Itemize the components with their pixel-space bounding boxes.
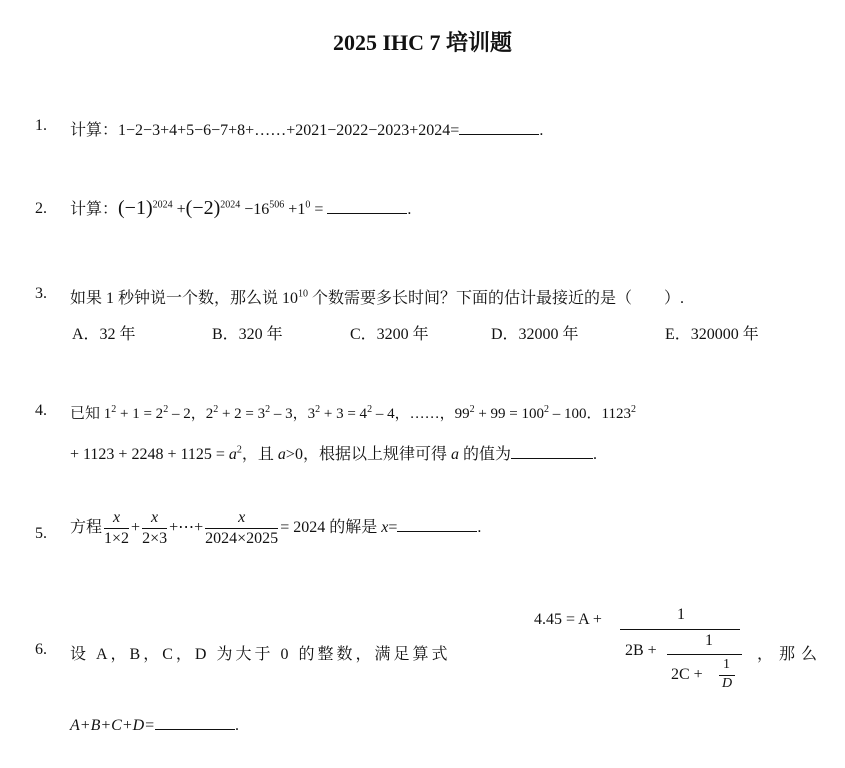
q4-part: – 3，3	[270, 406, 316, 422]
question-6-period: .	[234, 717, 239, 734]
q4-var-a: a	[450, 446, 459, 463]
question-3-number: 3.	[35, 285, 47, 302]
cf-numerator-3: 1	[723, 657, 730, 672]
q4-line2-exp: 2	[236, 444, 242, 456]
question-1-period: .	[539, 122, 544, 139]
question-2-exp-3: 506	[269, 199, 285, 211]
cf-2b: 2B +	[625, 642, 657, 659]
cf-d: D	[722, 676, 733, 691]
fraction-numerator: x	[142, 508, 167, 529]
question-5-var-x: x	[381, 519, 389, 537]
q4-exp: 2	[367, 404, 373, 415]
question-4-line-2	[70, 441, 597, 464]
question-1-number: 1.	[35, 117, 47, 134]
q4-part: 已知 1	[70, 406, 112, 422]
question-6-line-2	[70, 715, 239, 735]
fraction-denominator: 2024×2025	[205, 530, 279, 547]
q4-exp: 2	[213, 404, 219, 415]
question-6-number: 6.	[35, 641, 47, 658]
cf-lhs: 4.45 = A +	[534, 611, 602, 628]
question-5-period: .	[477, 519, 482, 537]
page-title: 2025 IHC 7 培训题	[332, 30, 513, 55]
answer-blank-4[interactable]	[511, 444, 593, 459]
question-2-exp-1: 2024	[152, 199, 173, 211]
question-2-term-3: −16	[244, 201, 270, 218]
question-6-sum-label: A+B+C+D=	[70, 717, 155, 734]
choice-c[interactable]: C．3200 年	[350, 326, 429, 343]
fraction-2	[142, 508, 167, 549]
answer-blank-5[interactable]	[397, 517, 477, 532]
cf-bar-1	[620, 629, 740, 630]
equals-sign: =	[388, 519, 398, 537]
question-4-line-1	[70, 402, 636, 423]
q4-exp: 2	[630, 404, 636, 415]
question-6-text: 设 A，B，C，D 为大于 0 的整数，满足算式	[70, 646, 451, 663]
cf-2c: 2C +	[671, 666, 703, 683]
q4-var-a: a	[277, 446, 286, 463]
cf-numerator-1: 1	[677, 606, 685, 623]
question-2-plus: +	[176, 201, 186, 218]
question-1	[70, 117, 543, 140]
q4-exp: 2	[111, 404, 117, 415]
q4-line2-d: 的值为	[458, 446, 511, 463]
answer-blank-6[interactable]	[155, 715, 235, 730]
question-4-number: 4.	[35, 402, 47, 419]
ellipsis: +⋯+	[169, 519, 204, 537]
cf-bar-2	[667, 654, 742, 655]
question-2-equals: =	[314, 201, 324, 218]
q4-line2-b: ，且	[241, 446, 278, 463]
question-2-period: .	[407, 201, 412, 218]
question-2-term-1: (−1)	[118, 197, 153, 219]
question-2-exp-4: 0	[305, 199, 311, 211]
fraction-denominator: 2×3	[142, 530, 168, 547]
choice-b[interactable]: B．320 年	[212, 326, 283, 343]
question-1-expression: 1−2−3+4+5−6−7+8+……+2021−2022−2023+2024=	[118, 122, 460, 139]
fraction-denominator: 1×2	[104, 530, 130, 547]
continued-fraction	[534, 606, 754, 691]
q4-exp: 2	[469, 404, 475, 415]
question-4-period: .	[592, 446, 597, 463]
q4-exp: 2	[544, 404, 549, 415]
question-5-number: 5.	[35, 525, 47, 542]
q4-part: + 3 = 4	[320, 406, 368, 422]
q4-part: + 99 = 100	[474, 406, 544, 422]
choice-d[interactable]: D．32000 年	[491, 326, 579, 343]
question-2	[70, 196, 411, 220]
q4-var-a: a	[228, 446, 237, 463]
question-2-term-4: +1	[288, 201, 306, 218]
question-1-prefix: 计算：	[70, 122, 119, 139]
q4-part: – 4，……，99	[372, 406, 470, 422]
plus-sign: +	[131, 519, 141, 537]
q4-part: – 2，2	[168, 406, 214, 422]
q4-exp: 2	[265, 404, 271, 415]
question-5-equation-rhs: = 2024 的解是	[280, 519, 382, 537]
fraction-numerator: x	[205, 508, 278, 529]
question-3-text-b: 个数需要多长时间？下面的估计最接近的是（ ）.	[308, 290, 685, 307]
q4-line2-c: >0，根据以上规律可得	[285, 446, 451, 463]
question-6-tail: ，那么	[757, 646, 824, 663]
cf-numerator-2: 1	[705, 632, 713, 649]
q4-exp: 2	[315, 404, 321, 415]
choice-e[interactable]: E．320000 年	[665, 326, 759, 343]
question-2-term-2: (−2)	[185, 197, 221, 219]
question-2-number: 2.	[35, 200, 47, 217]
question-5-prefix: 方程	[70, 519, 103, 537]
question-2-exp-2: 2024	[220, 199, 241, 211]
answer-blank-1[interactable]	[459, 120, 539, 135]
question-3	[70, 285, 684, 308]
q4-part: + 2 = 3	[218, 406, 266, 422]
question-2-prefix: 计算：	[70, 201, 119, 218]
q4-line2-a: + 1123 + 2248 + 1125 =	[70, 446, 229, 463]
q4-part: – 100．1123	[549, 406, 631, 422]
q4-exp: 2	[163, 404, 169, 415]
fraction-1	[104, 508, 129, 549]
choice-a[interactable]: A．32 年	[72, 326, 136, 343]
question-5	[70, 508, 481, 549]
question-3-exponent: 10	[298, 288, 309, 300]
q4-part: + 1 = 2	[116, 406, 164, 422]
fraction-3	[205, 508, 278, 549]
fraction-numerator: x	[104, 508, 129, 529]
answer-blank-2[interactable]	[327, 199, 407, 214]
question-3-text-a: 如果 1 秒钟说一个数，那么说 10	[70, 290, 299, 307]
